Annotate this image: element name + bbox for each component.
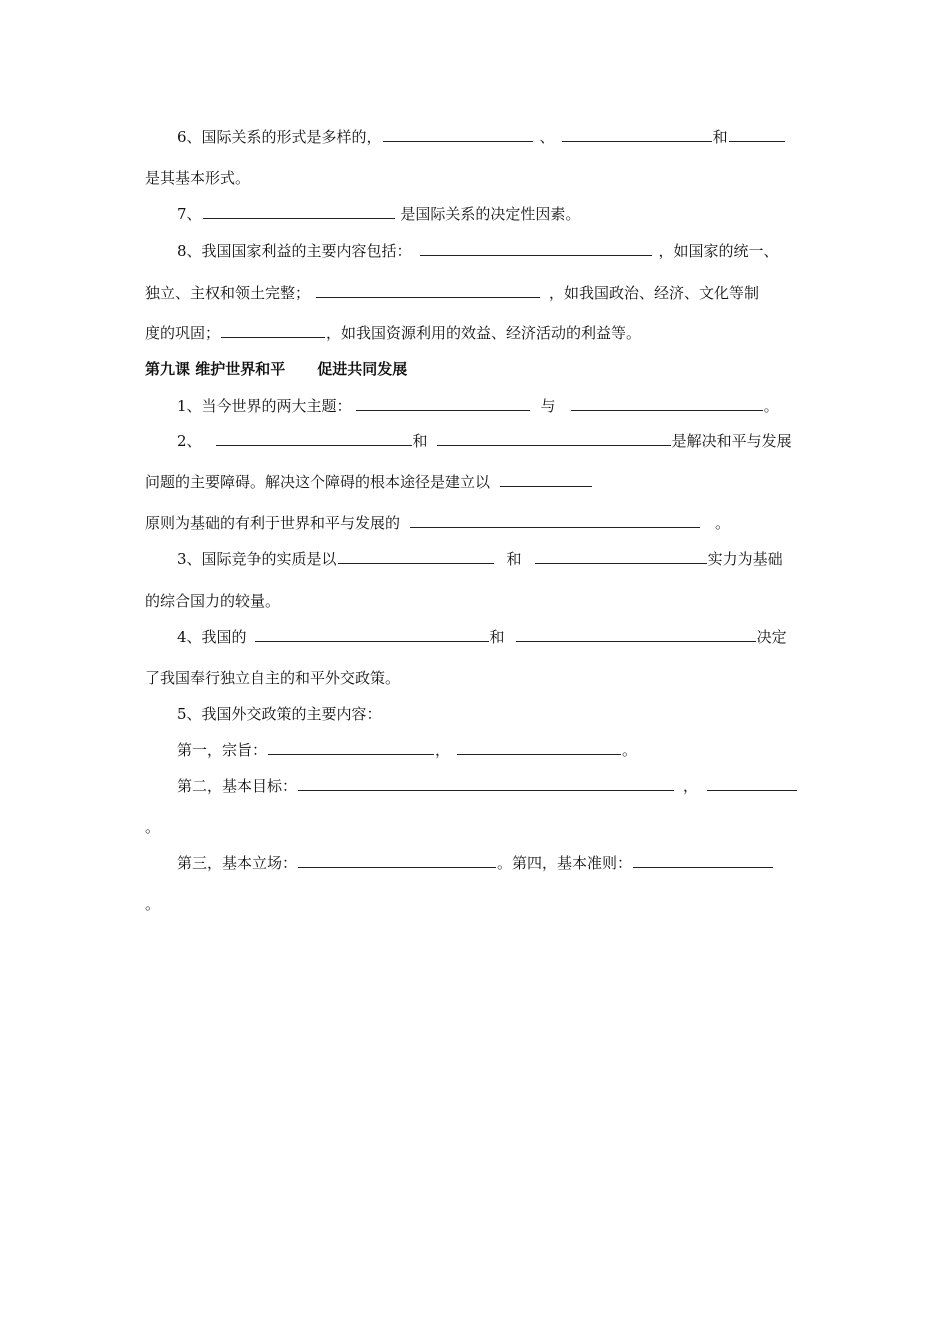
- l9q5-first-end: 。: [622, 741, 638, 759]
- l9q4-blank-1[interactable]: [255, 626, 489, 642]
- l9q4-line-2: [145, 667, 805, 689]
- l9q3-cont: 的综合国力的较量。: [145, 592, 281, 610]
- l9q1-end: 。: [763, 397, 779, 415]
- l9q5-first-comma: ，: [435, 741, 451, 759]
- q8-a: ，如国家的统一、: [658, 242, 779, 260]
- lesson-title-2: 促进共同发展: [317, 360, 408, 378]
- q8-b-prefix: 独立、主权和领土完整；: [145, 284, 311, 302]
- q7-line: [177, 203, 805, 225]
- q8-line-3: [145, 322, 805, 344]
- q6-cont: 是其基本形式。: [145, 169, 251, 187]
- l9q2-blank-4[interactable]: [410, 512, 700, 528]
- l9q5-blank-1[interactable]: [268, 739, 434, 755]
- q7-blank[interactable]: [203, 203, 395, 219]
- l9q5-fourth-end-line: [145, 893, 805, 915]
- lesson-heading: [145, 358, 805, 380]
- l9q5-blank-4[interactable]: [707, 775, 797, 791]
- l9q2-blank-3[interactable]: [500, 471, 592, 487]
- l9q5-first: [177, 739, 805, 761]
- l9q4-prefix: 4、我国的: [177, 628, 247, 646]
- l9q4-cont: 了我国奉行独立自主的和平外交政策。: [145, 669, 401, 687]
- l9q3-line-1: [177, 548, 805, 570]
- l9q1-mid: 与: [540, 397, 556, 415]
- l9q5-blank-2[interactable]: [457, 739, 621, 755]
- l9q5-third: [177, 852, 805, 874]
- l9q1-line: [177, 395, 805, 417]
- l9q5-second-end: 。: [145, 818, 161, 836]
- l9q3-line-2: [145, 590, 805, 612]
- l9q3-blank-1[interactable]: [338, 548, 494, 564]
- q6-line-1: [177, 126, 805, 148]
- l9q5-second-end-line: [145, 816, 805, 838]
- l9q2-line-1: [177, 430, 805, 452]
- q6-blank-2[interactable]: [562, 126, 712, 142]
- l9q2-line-2: [145, 471, 805, 493]
- q7-prefix: 7、: [177, 205, 202, 223]
- l9q5-first-prefix: 第一，宗旨：: [177, 741, 268, 759]
- l9q5-blank-3[interactable]: [298, 775, 674, 791]
- l9q3-blank-2[interactable]: [535, 548, 707, 564]
- q7-post: 是国际关系的决定性因素。: [395, 205, 581, 223]
- q6-prefix: 6、国际关系的形式是多样的，: [177, 128, 382, 146]
- l9q4-post: 决定: [756, 628, 787, 646]
- l9q2-line3: 原则为基础的有利于世界和平与发展的: [145, 514, 401, 532]
- q6-sep: 、: [539, 128, 555, 146]
- l9q2-prefix: 2、: [177, 432, 202, 450]
- l9q3-and: 和: [506, 550, 522, 568]
- l9q1-blank-2[interactable]: [571, 395, 763, 411]
- lesson-title: 第九课 维护世界和平: [145, 360, 286, 378]
- l9q2-line2: 问题的主要障碍。解决这个障碍的根本途径是建立以: [145, 473, 491, 491]
- l9q4-blank-2[interactable]: [516, 626, 756, 642]
- l9q3-post: 实力为基础: [707, 550, 783, 568]
- l9q2-post: 是解决和平与发展: [671, 432, 792, 450]
- l9q3-prefix: 3、国际竞争的实质是以: [177, 550, 337, 568]
- l9q5-fourth-end: 。: [145, 895, 161, 913]
- l9q5-second-comma: ，: [683, 777, 699, 795]
- l9q5-blank-5[interactable]: [298, 852, 496, 868]
- q8-prefix: 8、我国国家利益的主要内容包括：: [177, 242, 412, 260]
- q8-b: ，如我国政治、经济、文化等制: [549, 284, 760, 302]
- l9q5-title-text: 5、我国外交政策的主要内容：: [177, 705, 382, 723]
- q8-line-2: [145, 282, 805, 304]
- q6-blank-3[interactable]: [729, 126, 785, 142]
- q8-line-1: [177, 240, 805, 262]
- l9q1-prefix: 1、当今世界的两大主题：: [177, 397, 352, 415]
- q8-blank-2[interactable]: [316, 282, 540, 298]
- q8-blank-3[interactable]: [221, 322, 325, 338]
- q6-blank-1[interactable]: [383, 126, 533, 142]
- q8-c-prefix: 度的巩固；: [145, 324, 221, 342]
- l9q1-blank-1[interactable]: [356, 395, 530, 411]
- l9q2-line-3: [145, 512, 805, 534]
- l9q4-line-1: [177, 626, 805, 648]
- l9q2-end: 。: [715, 514, 731, 532]
- l9q5-blank-6[interactable]: [633, 852, 773, 868]
- q6-and: 和: [712, 128, 728, 146]
- q8-c: ，如我国资源利用的效益、经济活动的利益等。: [326, 324, 642, 342]
- l9q5-title: [177, 703, 805, 725]
- q8-blank-1[interactable]: [420, 240, 652, 256]
- l9q5-third-prefix: 第三，基本立场：: [177, 854, 298, 872]
- q6-line-2: [145, 167, 805, 189]
- l9q2-blank-2[interactable]: [437, 430, 671, 446]
- l9q5-second: [177, 775, 805, 797]
- l9q2-blank-1[interactable]: [216, 430, 412, 446]
- l9q4-and: 和: [489, 628, 505, 646]
- l9q2-and: 和: [412, 432, 428, 450]
- l9q5-fourth-prefix: 。第四，基本准则：: [497, 854, 633, 872]
- l9q5-second-prefix: 第二，基本目标：: [177, 777, 298, 795]
